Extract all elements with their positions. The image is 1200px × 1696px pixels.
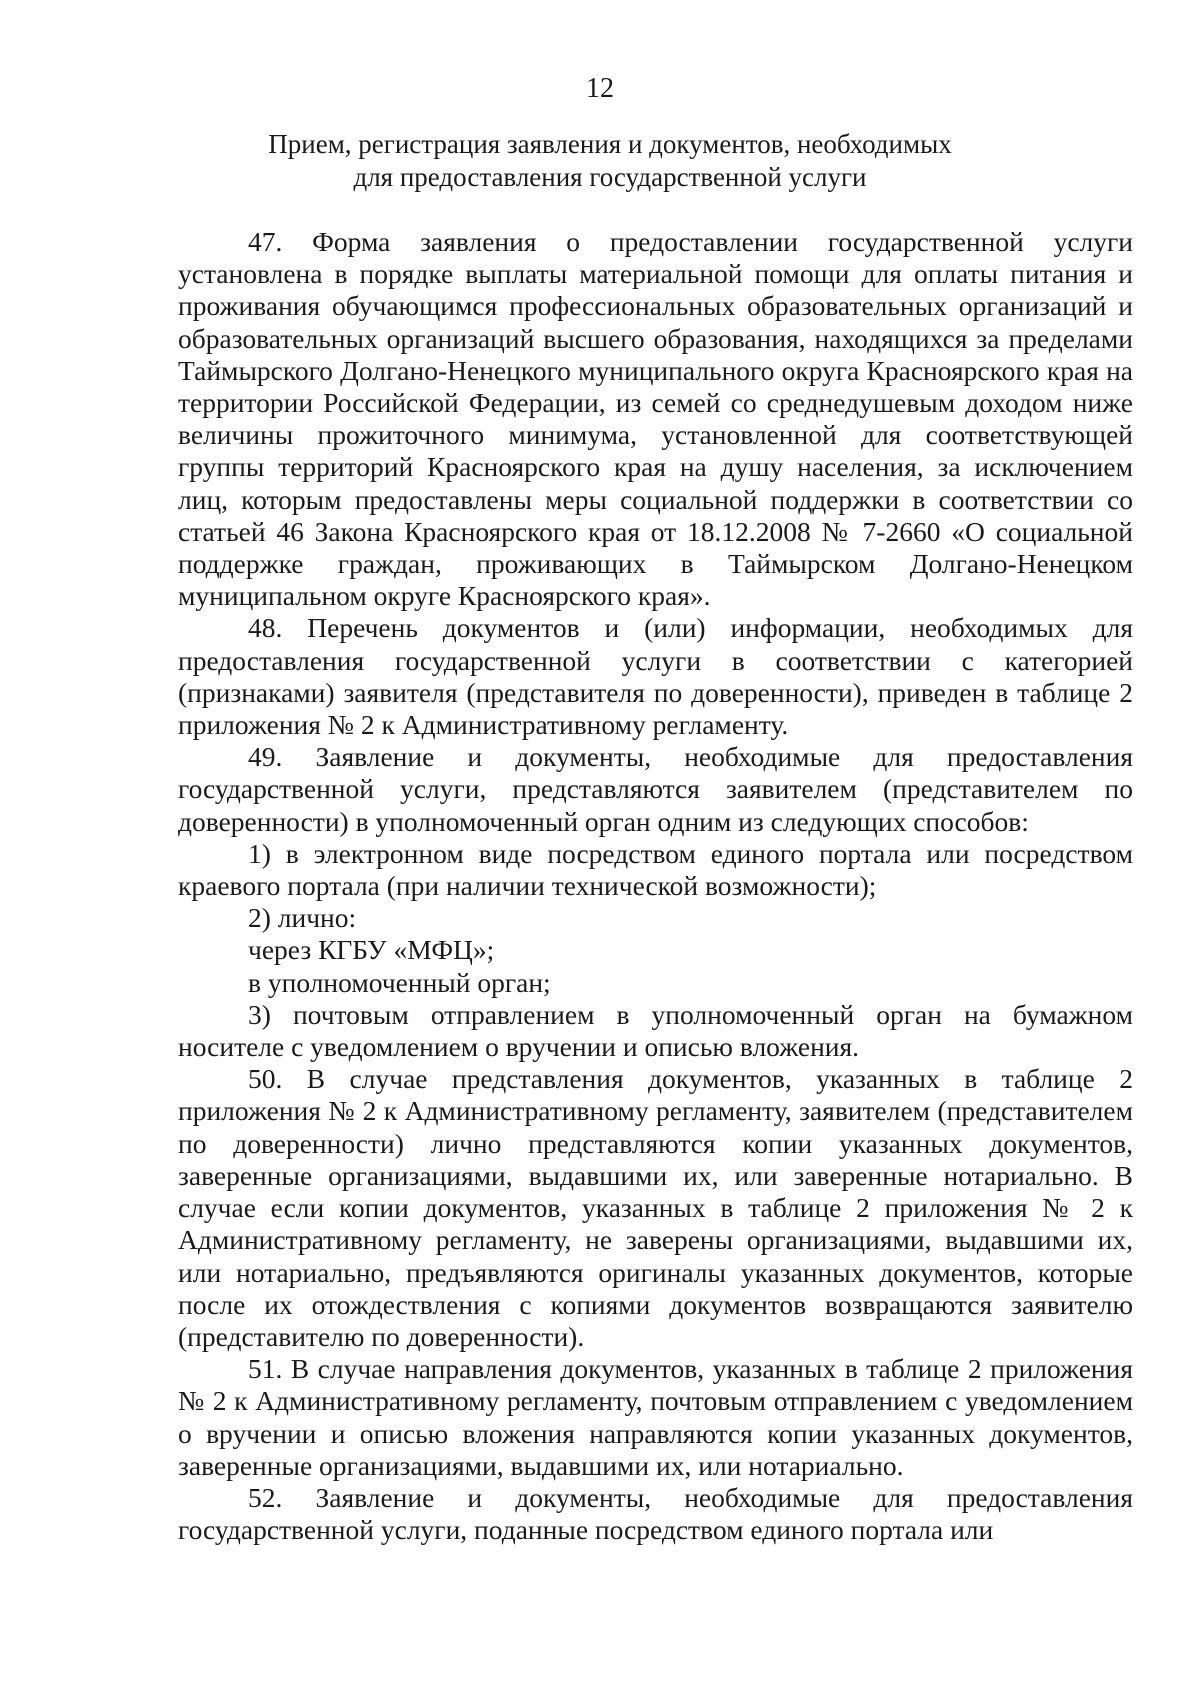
- paragraph-48: 48. Перечень документов и (или) информации, необходимых для предоставления государственной услуги в соответствии с категорией (признаками) заявителя (представителя по доверенности), приведен в таблице 2 приложения № 2 к Административному регламенту.: [178, 612, 1133, 741]
- section-heading-line-1: Прием, регистрация заявления и документов, необходимых: [268, 129, 952, 159]
- page-number: 12: [586, 73, 614, 104]
- section-heading: [240, 128, 980, 194]
- paragraph-49-item-2-sub-1: через КГБУ «МФЦ»;: [248, 934, 495, 966]
- paragraph-47: 47. Форма заявления о предоставлении государственной услуги установлена в порядке выплаты материальной помощи для оплаты питания и проживания обучающимся профессиональных образовательных организаций и образовательных организаций высшего образования, находящихся за пределами Таймырского Долгано-Ненецкого муниципального округа Красноярского края на территории Российской Федерации, из семей со среднедушевым доходом ниже величины прожиточного минимума, установленной для соответствующей группы территорий Красноярского края на душу населения, за исключением лиц, которым предоставлены меры социальной поддержки в соответствии со статьей 46 Закона Красноярского края от 18.12.2008 № 7-2660 «О социальной поддержке граждан, проживающих в Таймырском Долгано-Ненецком муниципальном округе Красноярского края».: [178, 226, 1133, 612]
- document-body: [178, 226, 1133, 1546]
- paragraph-49-item-3: 3) почтовым отправлением в уполномоченный орган на бумажном носителе с уведомлением о вручении и описью вложения.: [178, 998, 1133, 1063]
- section-heading-line-2: для предоставления государственной услуги: [353, 162, 867, 192]
- paragraph-51: 51. В случае направления документов, указанных в таблице 2 приложения № 2 к Административному регламенту, почтовым отправлением с уведомлением о вручении и описью вложения направляются копии указанных документов, заверенные организациями, выдавшими их, или нотариально.: [178, 1353, 1133, 1481]
- paragraph-49-item-2: 2) лично:: [248, 902, 357, 934]
- paragraph-52: 52. Заявление и документы, необходимые для предоставления государственной услуги, поданные посредством единого портала или: [178, 1481, 1133, 1546]
- paragraph-50: 50. В случае представления документов, указанных в таблице 2 приложения № 2 к Административному регламенту, заявителем (представителем по доверенности) лично представляются копии указанных документов, заверенные организациями, выдавшими их, или заверенные нотариально. В случае если копии документов, указанных в таблице 2 приложения № 2 к Административному регламенту, не заверены организациями, выдавшими их, или нотариально, предъявляются оригиналы указанных документов, которые после их отождествления с копиями документов возвращаются заявителю (представителю по доверенности).: [178, 1063, 1133, 1352]
- paragraph-49-item-1: 1) в электронном виде посредством единого портала или посредством краевого портала (при наличии технической возможности);: [178, 837, 1133, 902]
- paragraph-49: 49. Заявление и документы, необходимые для предоставления государственной услуги, представляются заявителем (представителем по доверенности) в уполномоченный орган одним из следующих способов:: [178, 741, 1133, 837]
- paragraph-49-item-2-sub-2: в уполномоченный орган;: [248, 966, 551, 998]
